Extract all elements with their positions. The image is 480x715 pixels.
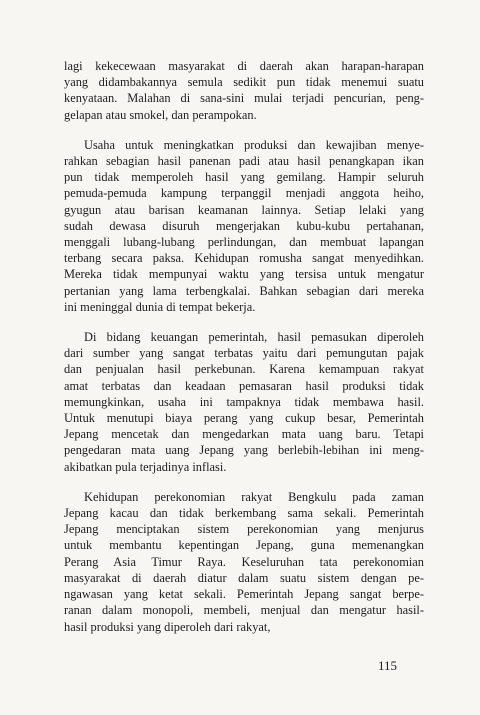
text-line: Jepang menciptakan sistem perekonomian yang menjurus: [64, 522, 424, 537]
text-line: Untuk menutupi biaya perang yang cukup besar, Pemerintah: [64, 411, 424, 426]
body-text: [64, 58, 424, 649]
text-line: pengedaran mata uang Jepang yang berlebih-lebihan ini meng-: [64, 443, 424, 458]
text-line: gelapan atau smokel, dan perampokan.: [64, 107, 257, 122]
text-line: ranan dalam monopoli, membeli, menjual dan mengatur hasil-: [64, 603, 424, 618]
text-line: pun tidak memperoleh hasil yang gemilang. Hampir seluruh: [64, 170, 424, 185]
text-line: Jepang kacau dan tidak berkembang sama sekali. Pemerintah: [64, 506, 424, 521]
text-line: dari sumber yang sangat terbatas yaitu dari pemungutan pajak: [64, 346, 424, 361]
paragraph: [64, 329, 424, 475]
text-line: Kehidupan perekonomian rakyat Bengkulu pada zaman: [84, 489, 424, 504]
text-line: yang didambakannya semula sedikit pun tidak menemui suatu: [64, 75, 424, 90]
text-line: ngawasan yang ketat sekali. Pemerintah Jepang sangat berpe-: [64, 587, 424, 602]
text-line: kenyataan. Malahan di sana-sini mulai terjadi pencurian, peng-: [64, 91, 424, 106]
text-line: pemuda-pemuda kampung terpanggil menjadi anggota heiho,: [64, 186, 424, 201]
text-line: masyarakat di daerah diatur dalam suatu sistem dengan pe-: [64, 570, 424, 585]
text-line: amat terbatas dan keadaan pemasaran hasil produksi tidak: [64, 378, 424, 393]
paragraph: [64, 489, 424, 635]
text-line: dan penjualan hasil perkebunan. Karena kemampuan rakyat: [64, 362, 424, 377]
text-line: rahkan sebagian hasil panenan padi atau hasil penangkapan ikan: [64, 154, 424, 169]
text-line: Mereka tidak mempunyai waktu yang tersisa untuk mengatur: [64, 267, 424, 282]
text-line: Di bidang keuangan pemerintah, hasil pemasukan diperoleh: [84, 330, 424, 345]
text-line: Usaha untuk meningkatkan produksi dan kewajiban menye-: [84, 137, 424, 152]
text-line: pertanian yang lama terbengkalai. Bahkan sebagian dari mereka: [64, 283, 424, 298]
paragraph: [64, 58, 424, 123]
text-line: gyugun atau barisan keamanan lainnya. Setiap lelaki yang: [64, 202, 424, 217]
text-line: Jepang mencetak dan mengedarkan mata uang baru. Tetapi: [64, 427, 424, 442]
text-line: memungkinkan, usaha ini tampaknya tidak membawa hasil.: [64, 394, 424, 409]
text-line: untuk membantu kepentingan Jepang, guna memenangkan: [64, 538, 424, 553]
text-line: lagi kekecewaan masyarakat di daerah akan harapan-harapan: [64, 59, 424, 73]
page-number: 115: [378, 658, 398, 673]
text-line: hasil produksi yang diperoleh dari rakyat,: [64, 619, 271, 634]
text-line: menggali lubang-lubang perlindungan, dan membuat lapangan: [64, 235, 424, 250]
text-line: terbang secara paksa. Kehidupan romusha sangat menyedihkan.: [64, 251, 424, 266]
paragraph: [64, 137, 424, 315]
text-line: ini meninggal dunia di tempat bekerja.: [64, 299, 256, 314]
text-line: Perang Asia Timur Raya. Keseluruhan tata perekonomian: [64, 554, 424, 569]
text-line: sudah dewasa disuruh mengerjakan kubu-kubu pertahanan,: [64, 218, 424, 233]
text-line: akibatkan pula terjadinya inflasi.: [64, 459, 227, 474]
